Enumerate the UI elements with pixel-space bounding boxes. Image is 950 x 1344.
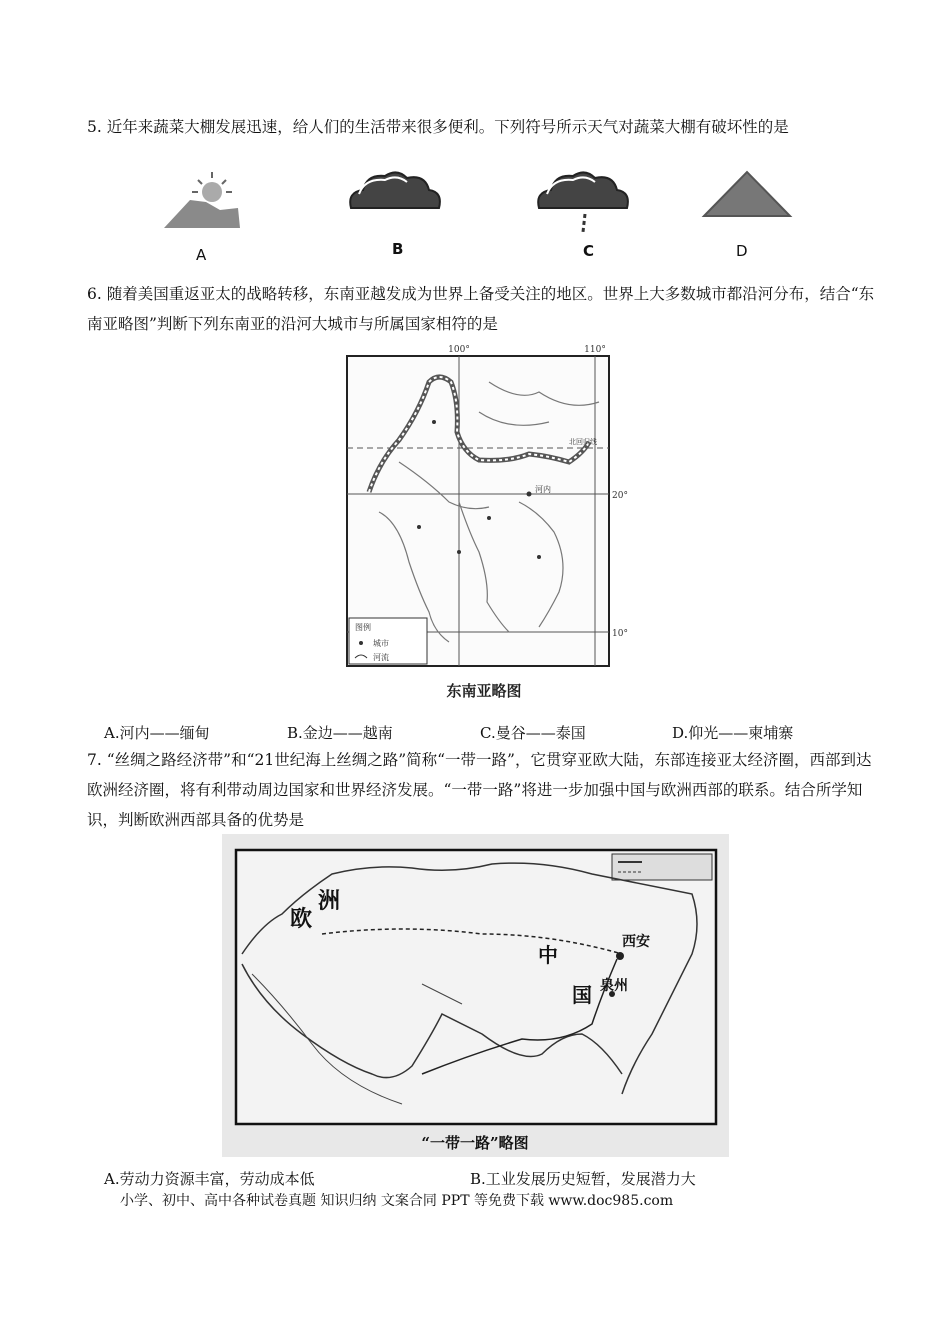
xian-label: 西安 xyxy=(622,934,650,950)
lat-label-20: 20° xyxy=(612,491,628,501)
europe-char-2: 洲 xyxy=(318,888,341,914)
hanoi-label: 河内 xyxy=(535,485,551,494)
china-char-2: 国 xyxy=(572,983,592,1007)
legend-city: 城市 xyxy=(373,639,389,648)
tropic-label: 北回归线 xyxy=(569,438,597,446)
europe-char-1: 欧 xyxy=(290,906,313,932)
option-d[interactable]: D.仰光——柬埔寨 xyxy=(672,724,794,742)
map-caption: 东南亚略图 xyxy=(446,682,522,700)
question-6-text: 6. 随着美国重返亚太的战略转移，东南亚越发成为世界上备受关注的地区。世界上大多数城市都沿河分布，结合“东南亚略图”判断下列东南亚的沿河大城市与所属国家相符的是 xyxy=(87,285,875,333)
symbol-b-label: B xyxy=(392,240,404,258)
map-caption: “一带一路”略图 xyxy=(421,1134,529,1152)
quanzhou-label: 泉州 xyxy=(600,978,628,994)
china-char-1: 中 xyxy=(538,943,558,967)
legend-title: 图例 xyxy=(355,623,371,632)
question-5-text: 5. 近年来蔬菜大棚发展迅速，给人们的生活带来很多便利。下列符号所示天气对蔬菜大棚有破坏性的是 xyxy=(87,118,789,136)
option-b[interactable]: B.工业发展历史短暂，发展潜力大 xyxy=(470,1170,696,1188)
symbol-c-icon xyxy=(533,168,633,238)
footer-text: 小学、初中、高中各种试卷真题 知识归纳 文案合同 PPT 等免费下载 www.doc985.com xyxy=(120,1193,674,1209)
option-a[interactable]: A.劳动力资源丰富，劳动成本低 xyxy=(104,1170,315,1188)
symbol-a-icon xyxy=(160,170,250,232)
lat-label-10: 10° xyxy=(612,629,628,639)
option-b[interactable]: B.金边——越南 xyxy=(287,724,393,742)
symbol-c-label: C xyxy=(583,242,595,260)
option-c[interactable]: C.曼谷——泰国 xyxy=(480,724,586,742)
symbol-d-icon xyxy=(700,168,794,220)
belt-and-road-map xyxy=(222,834,729,1157)
symbol-b-icon xyxy=(345,168,445,214)
legend-river: 河流 xyxy=(373,653,389,662)
symbol-d-label: D xyxy=(736,242,748,260)
question-7-text: 7. “丝绸之路经济带”和“21世纪海上丝绸之路”简称“一带一路”，它贯穿亚欧大陆，东部连接亚太经济圈，西部到达欧洲经济圈，将有利带动周边国家和世界经济发展。“一带一路”将进一步加强中国与欧洲西部的联系。结合所学知识，判断欧洲西部具备的优势是 xyxy=(87,751,872,829)
lon-label-110: 110° xyxy=(584,345,606,355)
southeast-asia-map xyxy=(339,342,629,706)
lon-label-100: 100° xyxy=(448,345,470,355)
option-a[interactable]: A.河内——缅甸 xyxy=(104,724,210,742)
symbol-a-label: A xyxy=(196,246,207,264)
